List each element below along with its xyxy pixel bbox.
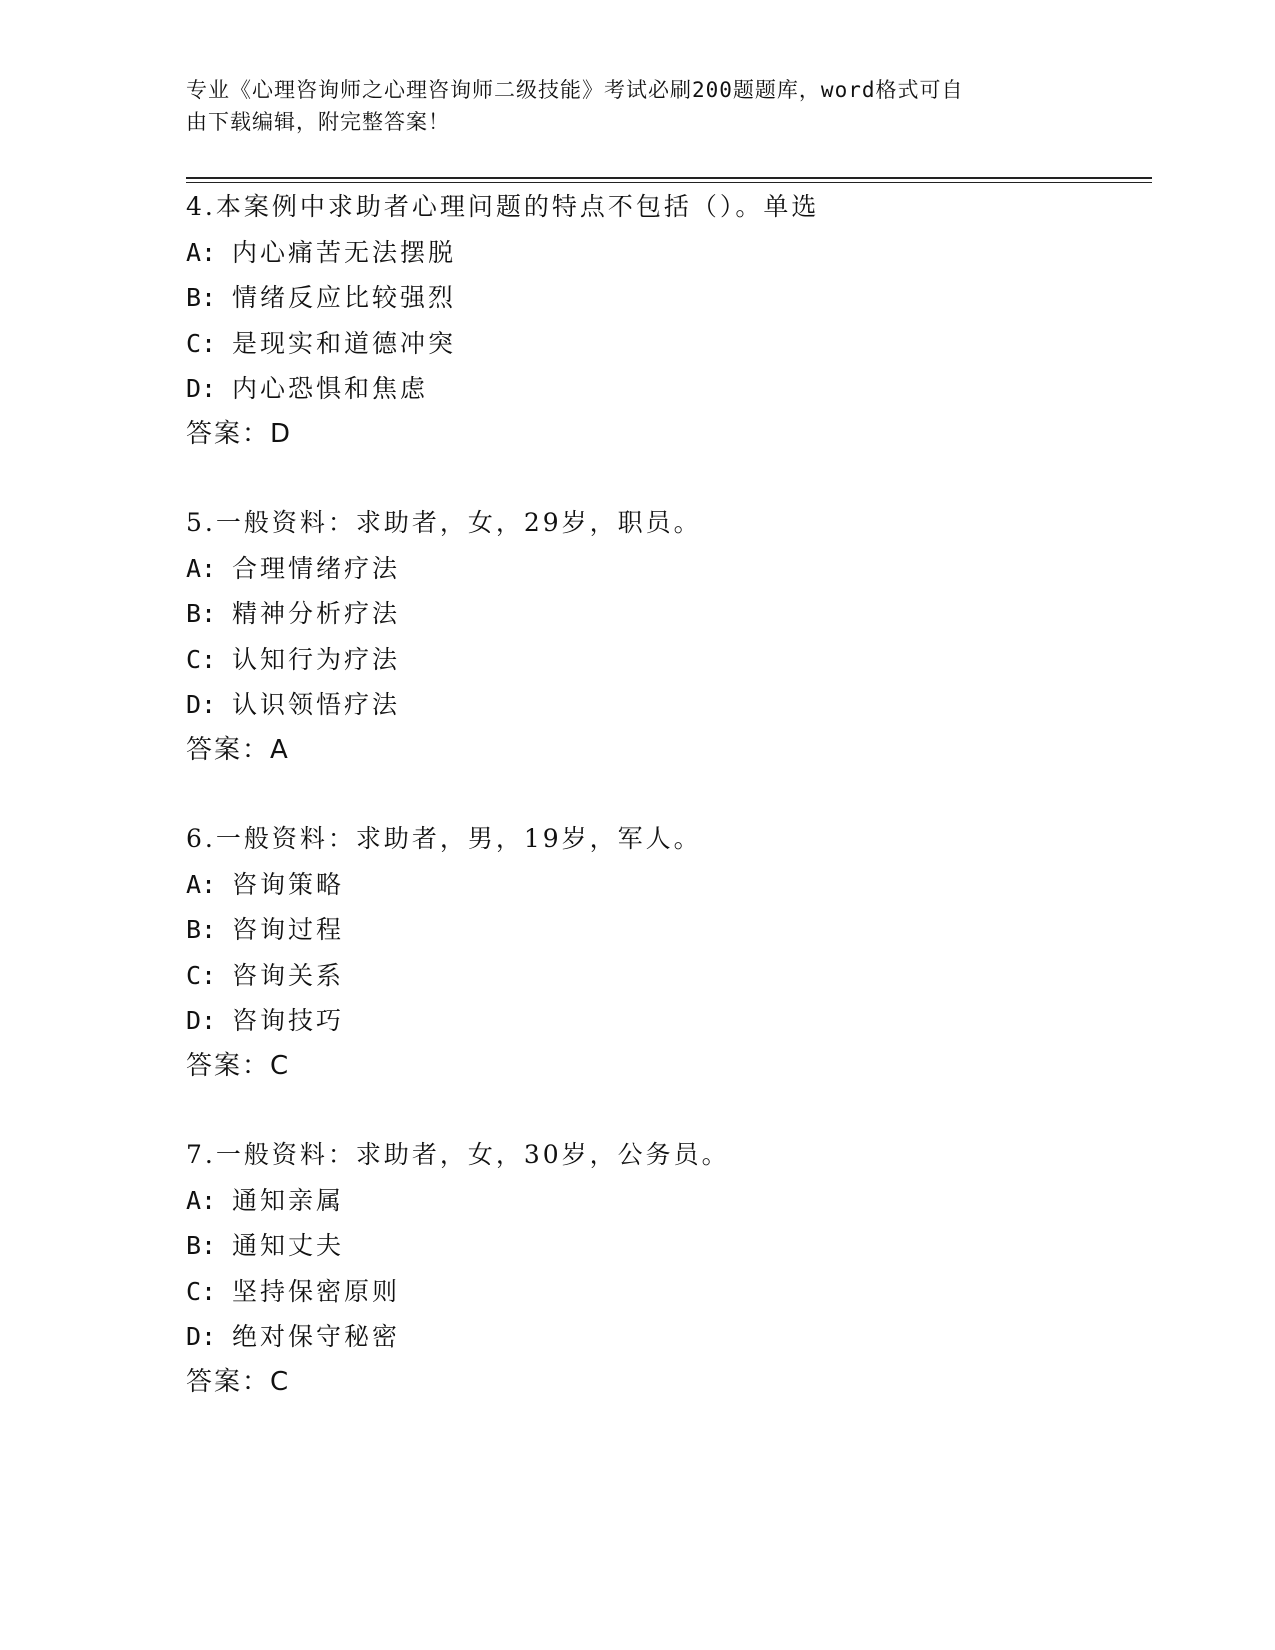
option-text: 绝对保守秘密	[232, 1322, 401, 1351]
option-b	[186, 275, 1146, 321]
option-letter: C:	[186, 328, 217, 358]
question-4	[186, 184, 1146, 457]
option-letter: D:	[186, 374, 217, 403]
option-text: 坚持保密原则	[232, 1276, 401, 1306]
option-letter: C:	[186, 644, 217, 674]
option-b	[186, 907, 1146, 953]
option-letter: C:	[186, 960, 217, 990]
question-stem: 7.一般资料：求助者，女，30岁，公务员。	[186, 1140, 730, 1169]
option-text: 内心恐惧和焦虑	[232, 374, 429, 403]
option-c	[186, 953, 1146, 999]
option-b	[186, 591, 1146, 637]
option-text: 咨询关系	[232, 960, 345, 990]
header-divider-thin	[186, 182, 1152, 183]
question-stem: 6.一般资料：求助者，男，19岁，军人。	[186, 824, 702, 853]
option-d	[186, 1314, 1146, 1360]
option-a	[186, 230, 1146, 276]
option-text: 咨询策略	[232, 869, 345, 899]
option-text: 情绪反应比较强烈	[232, 283, 457, 312]
header-divider-thick	[186, 177, 1152, 179]
option-text: 合理情绪疗法	[232, 553, 401, 583]
option-c	[186, 637, 1146, 683]
header-line-2: 由下载编辑，附完整答案！	[186, 110, 450, 134]
option-b	[186, 1223, 1146, 1269]
option-a	[186, 862, 1146, 908]
document-header	[186, 74, 1066, 138]
question-stem: 5.一般资料：求助者，女，29岁，职员。	[186, 508, 702, 537]
answer-label: 答案：C	[186, 1366, 291, 1397]
option-letter: D:	[186, 1006, 217, 1035]
option-a	[186, 546, 1146, 592]
option-letter: A:	[186, 553, 217, 583]
question-7	[186, 1132, 1146, 1405]
answer-label: 答案：C	[186, 1050, 291, 1081]
option-a	[186, 1178, 1146, 1224]
option-letter: B:	[186, 1231, 217, 1260]
option-text: 认识领悟疗法	[232, 690, 401, 719]
option-letter: A:	[186, 237, 217, 267]
option-letter: A:	[186, 1185, 217, 1215]
option-d	[186, 682, 1146, 728]
option-letter: D:	[186, 1322, 217, 1351]
option-text: 认知行为疗法	[232, 644, 401, 674]
option-c	[186, 1269, 1146, 1315]
option-letter: B:	[186, 599, 217, 628]
option-text: 咨询过程	[232, 915, 345, 944]
option-text: 内心痛苦无法摆脱	[232, 237, 457, 267]
question-5	[186, 500, 1146, 773]
option-text: 是现实和道德冲突	[232, 328, 457, 358]
option-letter: A:	[186, 869, 217, 899]
option-letter: B:	[186, 283, 217, 312]
option-text: 通知丈夫	[232, 1231, 345, 1260]
option-letter: C:	[186, 1276, 217, 1306]
answer-label: 答案：A	[186, 734, 290, 765]
question-stem: 4.本案例中求助者心理问题的特点不包括（）。单选	[186, 192, 820, 221]
option-text: 咨询技巧	[232, 1006, 345, 1035]
option-c	[186, 321, 1146, 367]
answer-label: 答案：D	[186, 418, 293, 449]
option-d	[186, 998, 1146, 1044]
option-text: 精神分析疗法	[232, 599, 401, 628]
option-letter: D:	[186, 690, 217, 719]
question-6	[186, 816, 1146, 1089]
option-text: 通知亲属	[232, 1185, 345, 1215]
option-d	[186, 366, 1146, 412]
header-line-1: 专业《心理咨询师之心理咨询师二级技能》考试必刷200题题库，word格式可自	[186, 78, 964, 102]
option-letter: B:	[186, 915, 217, 944]
